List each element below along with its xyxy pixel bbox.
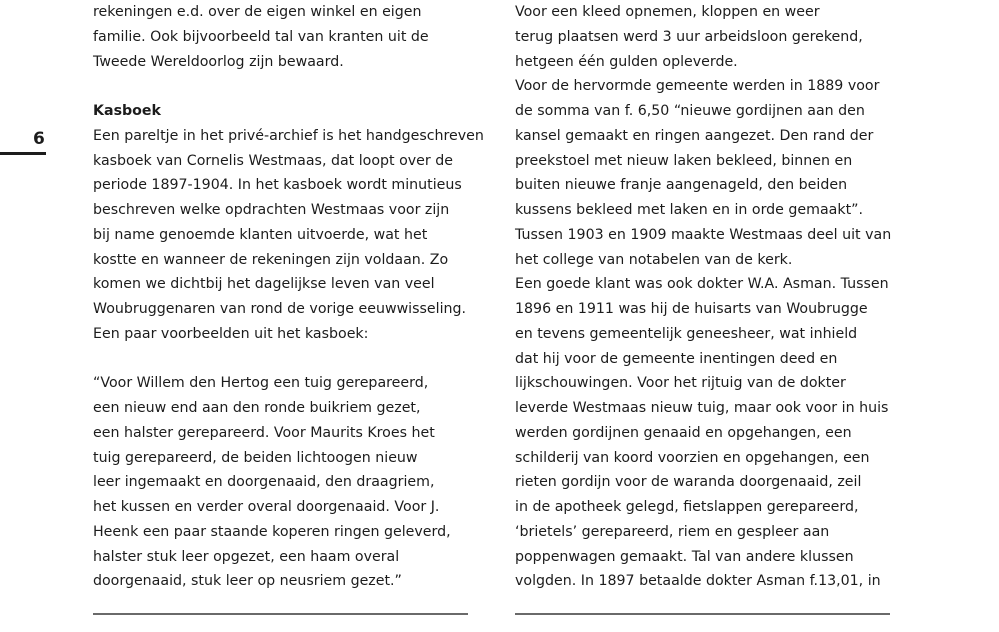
quote-line: “Voor Willem den Hertog een tuig gerepareerd, <box>93 375 429 392</box>
text-line: komen we dichtbij het dagelijkse leven van veel <box>93 276 435 293</box>
text-line: Een pareltje in het privé-archief is het handgeschreven <box>93 127 484 144</box>
text-line: beschreven welke opdrachten Westmaas voor zijn <box>93 202 450 218</box>
text-line: kasboek van Cornelis Westmaas, dat loopt over de <box>93 152 453 169</box>
right-column <box>515 0 895 594</box>
text-line: in de apotheek gelegd, fietslappen gerepareerd, <box>515 499 859 515</box>
text-line: lijkschouwingen. Voor het rijtuig van de dokter <box>515 375 846 392</box>
text-line: buiten nieuwe franje aangenageld, den beiden <box>515 177 848 194</box>
quote-line: Heenk een paar staande koperen ringen geleverd, <box>93 523 451 540</box>
text-line: preekstoel met nieuw laken bekleed, binnen en <box>515 152 853 169</box>
text-line: dat hij voor de gemeente inentingen deed en <box>515 350 838 367</box>
text-line: rekeningen e.d. over de eigen winkel en eigen <box>93 4 422 20</box>
text-line: hetgeen één gulden opleverde. <box>515 53 738 70</box>
text-line: 1896 en 1911 was hij de huisarts van Woubrugge <box>515 301 868 317</box>
text-line: periode 1897-1904. In het kasboek wordt minutieus <box>93 177 462 194</box>
text-line: Een paar voorbeelden uit het kasboek: <box>93 325 369 342</box>
text-line: volgden. In 1897 betaalde dokter Asman f.13,01, in <box>515 573 881 590</box>
quote-line: tuig gerepareerd, de beiden lichtoogen nieuw <box>93 449 418 466</box>
quote-line: een nieuw end aan den ronde buikriem gezet, <box>93 400 421 416</box>
quote-line: een halster gerepareerd. Voor Maurits Kroes het <box>93 424 435 441</box>
text-line: Tussen 1903 en 1909 maakte Westmaas deel uit van <box>515 226 892 243</box>
text-line: familie. Ook bijvoorbeeld tal van kranten uit de <box>93 28 429 45</box>
text-line: kansel gemaakt en ringen aangezet. Den rand der <box>515 127 874 144</box>
text-line: Tweede Wereldoorlog zijn bewaard. <box>93 53 344 70</box>
text-line: en tevens gemeentelijk geneesheer, wat inhield <box>515 325 858 342</box>
text-line: kussens bekleed met laken en in orde gemaakt”. <box>515 202 864 218</box>
text-line: de somma van f. 6,50 “nieuwe gordijnen aan den <box>515 103 865 119</box>
text-line: terug plaatsen werd 3 uur arbeidsloon gerekend, <box>515 28 863 45</box>
text-line: Woubruggenaren van rond de vorige eeuwwisseling. <box>93 301 467 317</box>
paragraph-gap <box>93 347 473 372</box>
right-footer-rule <box>515 613 890 615</box>
text-line: kostte en wanneer de rekeningen zijn voldaan. Zo <box>93 251 449 268</box>
page-number-rule <box>0 152 46 155</box>
text-line: Een goede klant was ook dokter W.A. Asman. Tussen <box>515 276 889 293</box>
quote-line: doorgenaaid, stuk leer op neusriem gezet.” <box>93 573 402 590</box>
text-line: bij name genoemde klanten uitvoerde, wat het <box>93 226 428 243</box>
page-number: 6 <box>33 129 45 149</box>
paragraph-gap <box>93 74 473 99</box>
text-line: leverde Westmaas nieuw tuig, maar ook voor in huis <box>515 400 889 416</box>
text-line: ‘brietels’ gerepareerd, riem en gespleer aan <box>515 523 830 540</box>
text-line: rieten gordijn voor de waranda doorgenaaid, zeil <box>515 474 862 491</box>
text-line: werden gordijnen genaaid en opgehangen, een <box>515 424 852 441</box>
text-line: poppenwagen gemaakt. Tal van andere klussen <box>515 548 854 565</box>
quote-line: het kussen en verder overal doorgenaaid. Voor J. <box>93 499 440 515</box>
text-line: het college van notabelen van de kerk. <box>515 251 793 268</box>
quote-line: leer ingemaakt en doorgenaaid, den draagriem, <box>93 474 435 491</box>
section-heading: Kasboek <box>93 103 161 119</box>
left-column <box>93 0 484 594</box>
text-line: schilderij van koord voorzien en opgehangen, een <box>515 449 870 466</box>
text-line: Voor een kleed opnemen, kloppen en weer <box>515 4 820 20</box>
left-footer-rule <box>93 613 468 615</box>
text-line: Voor de hervormde gemeente werden in 1889 voor <box>515 78 880 95</box>
quote-line: halster stuk leer opgezet, een haam overal <box>93 548 400 565</box>
